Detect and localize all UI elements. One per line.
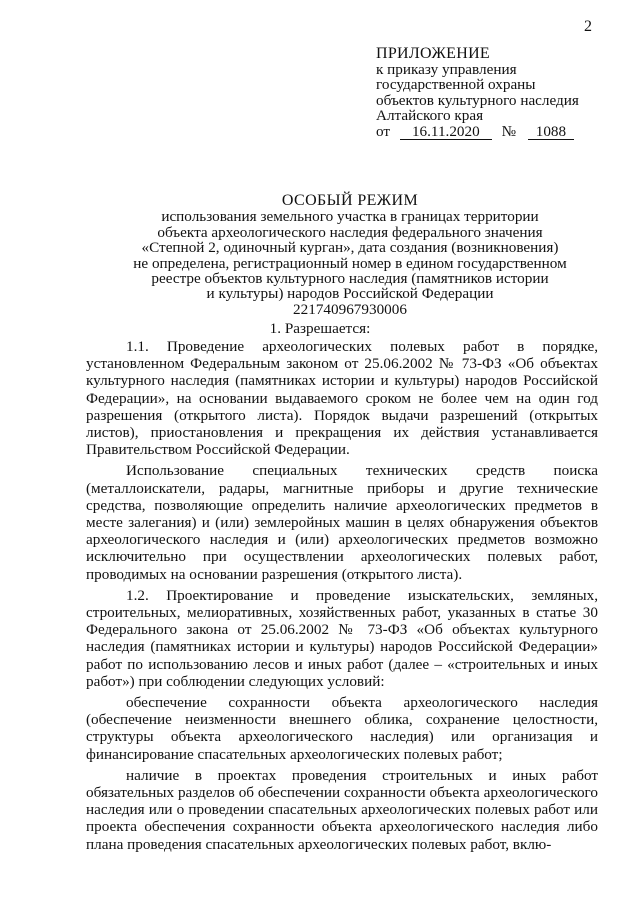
title-line: объекта археологического наследия федерального значения: [157, 223, 543, 241]
document-title: ОСОБЫЙ РЕЖИМ: [281, 192, 419, 209]
document-body: [86, 338, 598, 857]
registration-number: 221740967930006: [293, 300, 407, 318]
page-number: 2: [584, 18, 592, 35]
appendix-line: объектов культурного наследия: [376, 91, 579, 109]
title-line: реестре объектов культурного наследия (памятников истории: [151, 270, 549, 288]
section-heading: 1. Разрешается:: [269, 320, 371, 337]
appendix-title: ПРИЛОЖЕНИЕ: [376, 45, 491, 62]
order-date: 16.11.2020: [400, 125, 492, 140]
title-line: и культуры) народов Российской Федерации: [206, 285, 494, 303]
appendix-line: к приказу управления: [376, 60, 517, 78]
title-line: «Степной 2, одиночный курган», дата создания (возникновения): [141, 239, 559, 257]
order-number-sign: №: [501, 122, 517, 140]
document-title-block: [100, 193, 600, 317]
paragraph: наличие в проектах проведения строительных и иных работ обязательных разделов об обеспечении сохранности объекта археологического наследия или о проведении спасательных археологических полевых работ или проекта обеспечения сохранности объекта археологического наследия либо плана проведения спасательных археологических полевых работ, вклю-: [86, 766, 598, 853]
paragraph: 1.1. Проведение археологических полевых работ в порядке, установленном Федеральным законом от 25.06.2002 № 73-ФЗ «Об объектах культурного наследия (памятниках истории и культуры) народов Российской Федерации», на основании выдаваемого сроком не более чем на один год разрешения (открытого листа). Порядок выдачи разрешений (открытых листов), приостановления и прекращения их действия устанавливается Правительством Российской Федерации.: [86, 338, 598, 459]
title-line: использования земельного участка в границах территории: [161, 208, 539, 226]
appendix-block: [376, 46, 626, 140]
paragraph: обеспечение сохранности объекта археологического наследия (обеспечение неизменности внешнего облика, сохранение целостности, структуры объекта археологического наследия) или организация и финансирование спасательных археологических полевых работ;: [86, 694, 598, 763]
paragraph: 1.2. Проектирование и проведение изыскательских, земляных, строительных, мелиоративных, хозяйственных работ, указанных в статье 30 Федерального закона от 25.06.2002 № 73-ФЗ «Об объектах культурного наследия (памятниках истории и культуры) народов Российской Федерации» работ по использованию лесов и иных работ (далее – «строительных и иных работ») при соблюдении следующих условий:: [86, 586, 598, 690]
order-number: 1088: [528, 125, 574, 140]
order-prefix: от: [376, 122, 391, 140]
appendix-line: государственной охраны: [376, 76, 536, 94]
order-line: [376, 124, 626, 140]
appendix-line: Алтайского края: [376, 107, 484, 125]
paragraph: Использование специальных технических средств поиска (металлоискатели, радары, магнитные приборы и другие технические средства, позволяющие определить наличие археологических предметов в месте залегания) и (или) землеройных машин в целях обнаружения объектов археологического наследия и (или) археологических предметов возможно исключительно при осуществлении археологических полевых работ, проводимых на основании разрешения (открытого листа).: [86, 462, 598, 583]
title-line: не определена, регистрационный номер в едином государственном: [133, 254, 567, 272]
